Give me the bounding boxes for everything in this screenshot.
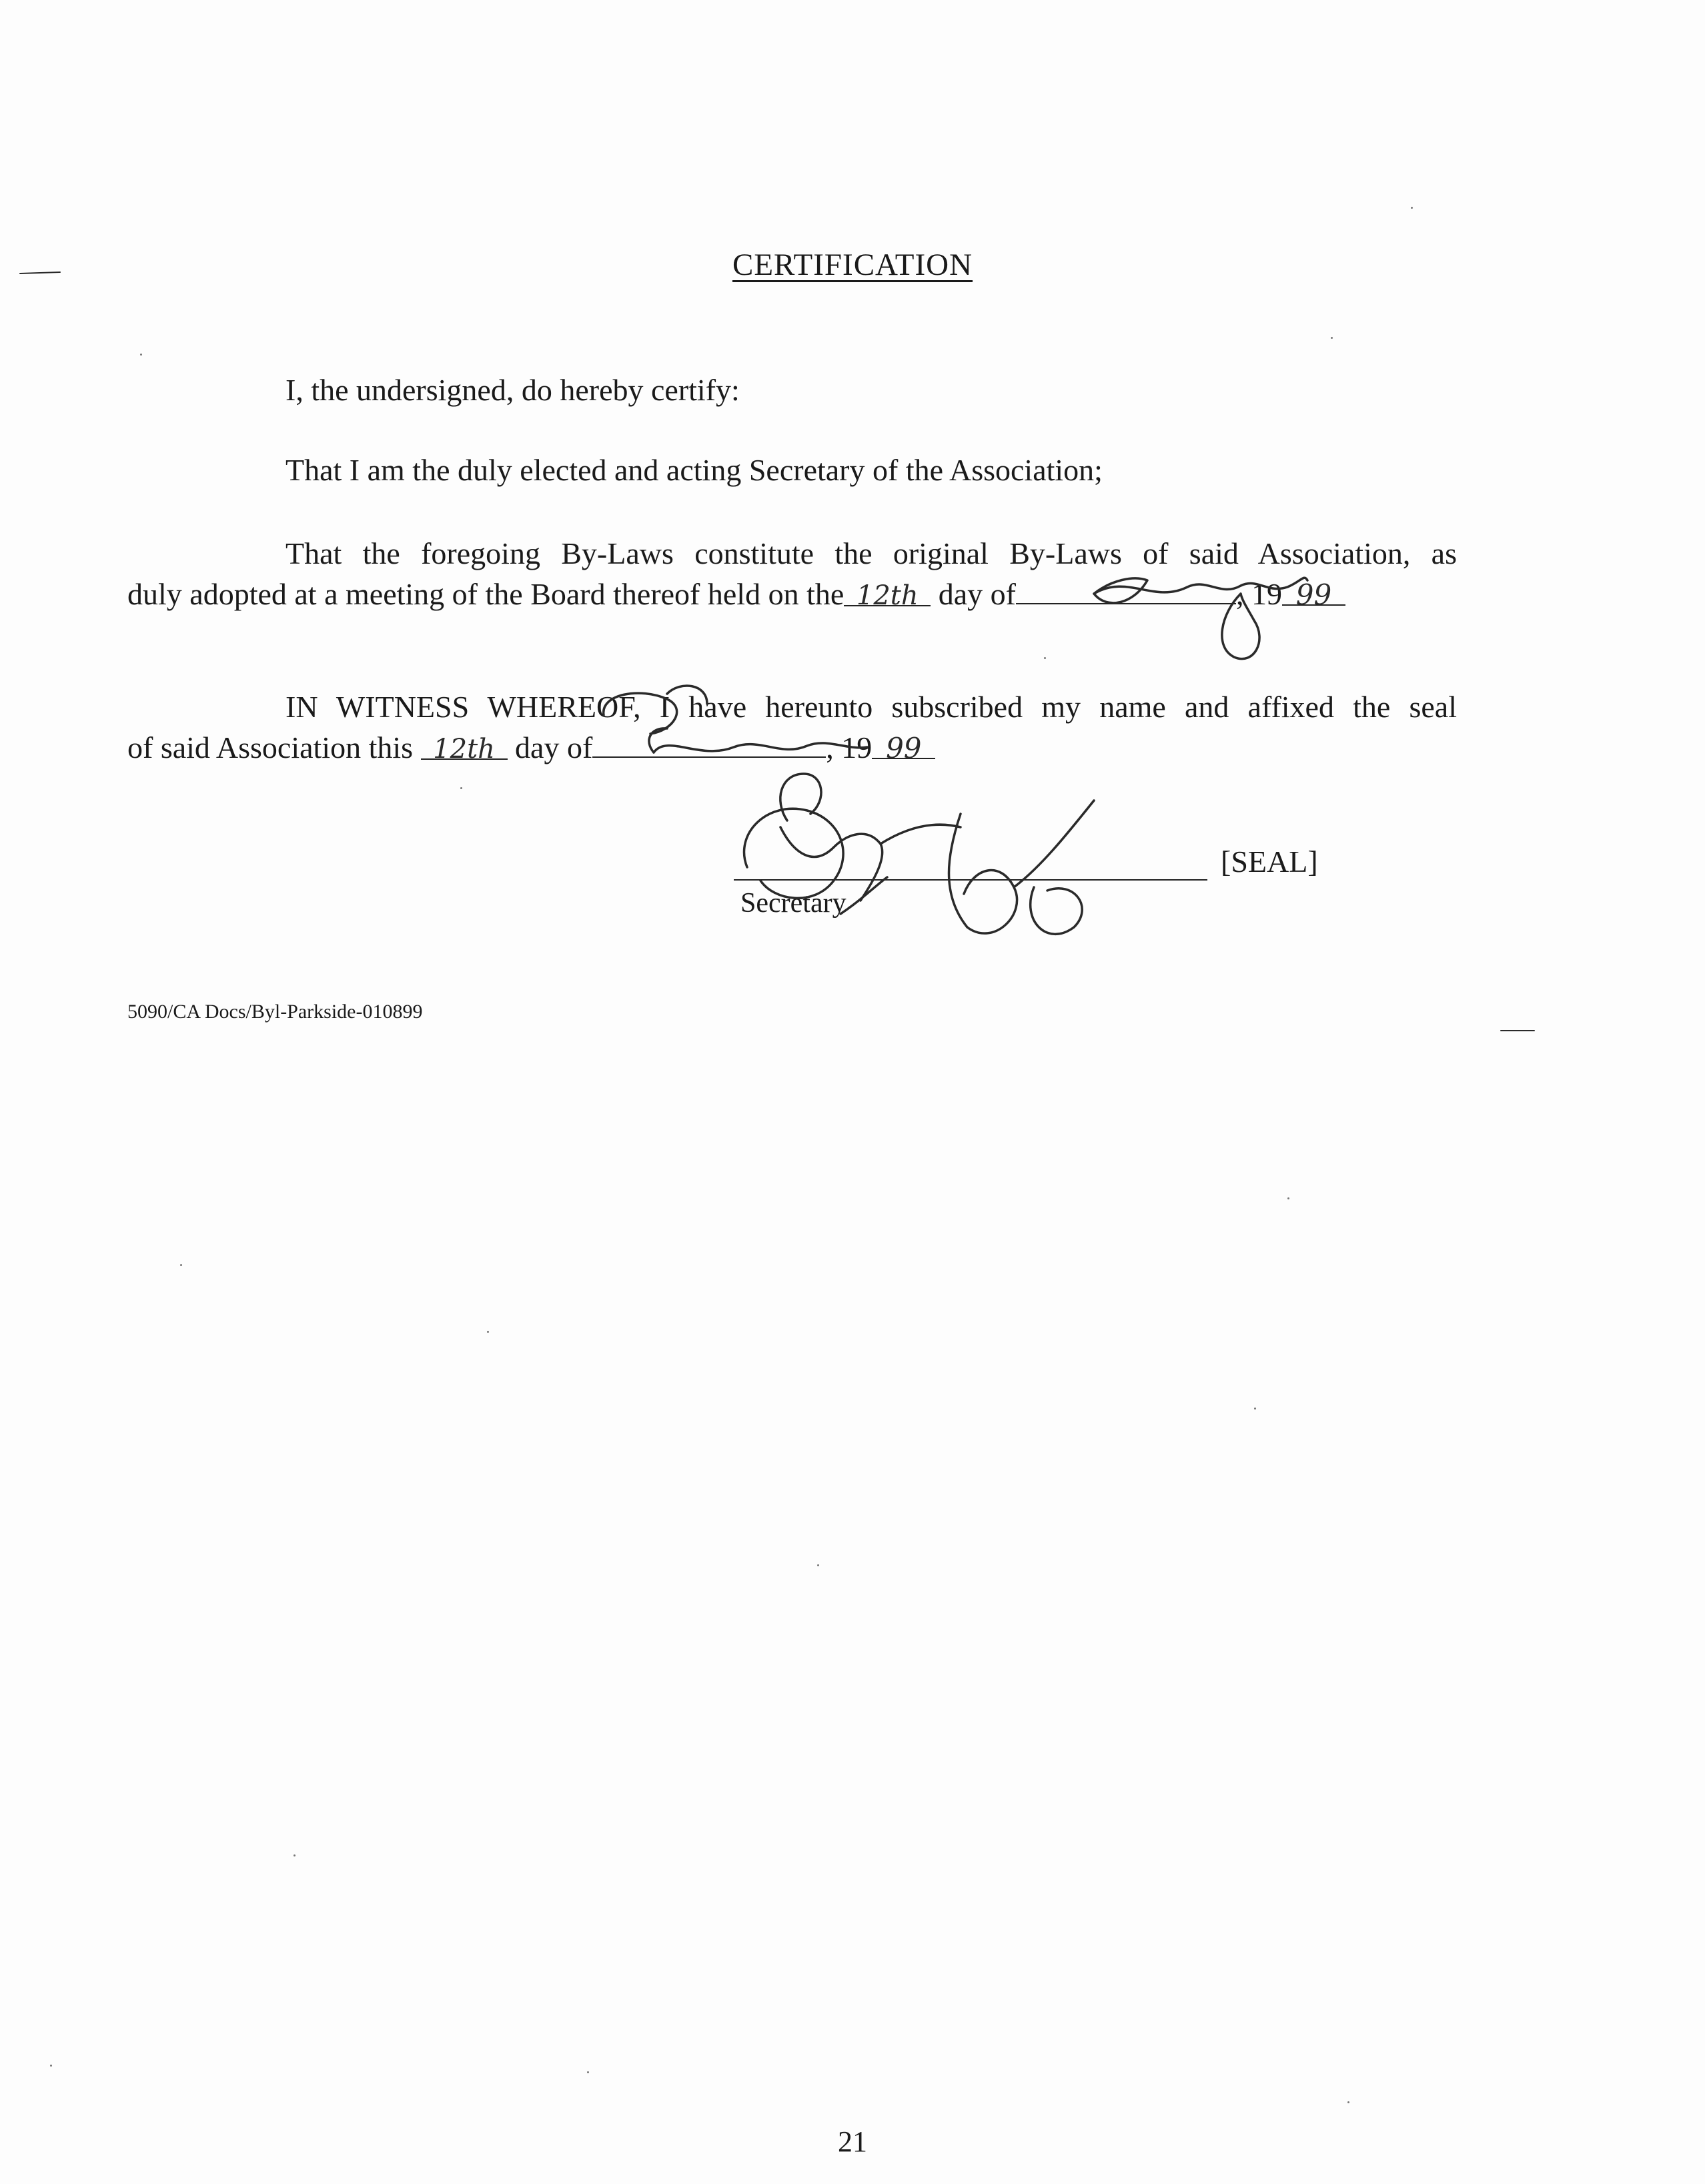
scan-speck — [1347, 2101, 1349, 2103]
document-reference: 5090/CA Docs/Byl-Parkside-010899 — [127, 1001, 423, 1023]
scan-speck — [1044, 657, 1046, 659]
scan-speck — [487, 1331, 489, 1333]
scan-speck — [587, 2071, 589, 2073]
board-day-handwriting: 12th — [856, 580, 919, 611]
margin-dash-left — [20, 272, 60, 274]
signature-inner-stroke — [780, 827, 883, 901]
witness-line-2-text-a: of said Association this — [127, 730, 414, 764]
witness-line-2-text-c: , 19 — [826, 730, 873, 764]
scan-speck — [1411, 207, 1413, 209]
intro-paragraph: I, the undersigned, do hereby certify: — [286, 373, 740, 407]
witness-day-handwriting: 12th — [433, 734, 495, 764]
witness-year-handwriting: 99 — [886, 732, 922, 764]
witness-month-scrawl — [654, 743, 867, 752]
bylaws-line-2-text-b: day of — [938, 577, 1017, 611]
witness-line-2-text-b: day of — [515, 730, 593, 764]
scan-speck — [294, 1854, 296, 1856]
whereof-loop — [604, 693, 677, 734]
bylaws-line-2-text-a: duly adopted at a meeting of the Board thereof held on the — [127, 577, 844, 611]
scan-speck — [1331, 337, 1333, 339]
board-year-handwriting: 99 — [1295, 578, 1332, 611]
secretary-paragraph: That I am the duly elected and acting Secretary of the Association; — [286, 453, 1103, 487]
scan-speck — [460, 787, 462, 789]
have-loop — [667, 686, 707, 704]
scan-speck — [50, 2065, 52, 2067]
bylaws-paragraph-line-1: That the foregoing By-Laws constitute the original By-Laws of said Association, as — [286, 536, 1457, 570]
secretary-label: Secretary — [740, 888, 846, 919]
title-text: CERTIFICATION — [732, 247, 973, 282]
scan-speck — [1254, 1408, 1256, 1410]
signature-tail — [881, 825, 961, 844]
signature-lower-loop — [1031, 887, 1083, 934]
witness-paragraph-line-1: IN WITNESS WHEREOF, I have hereunto subscribed my name and affixed the seal — [286, 690, 1457, 724]
seal-label: [SEAL] — [1221, 845, 1318, 879]
scan-speck — [1287, 1197, 1289, 1199]
signature-second-loop — [949, 814, 1017, 933]
page-number: 21 — [838, 2125, 867, 2158]
signature-main-loop — [744, 808, 844, 898]
scan-speck — [817, 1564, 819, 1566]
scan-speck — [140, 354, 142, 356]
signature-flourish — [1014, 800, 1094, 887]
board-month-loop — [1222, 594, 1259, 659]
scan-speck — [180, 1264, 182, 1266]
bylaws-line-2-text-c: , 19 — [1236, 577, 1283, 611]
secretary-overstroke — [840, 877, 887, 914]
